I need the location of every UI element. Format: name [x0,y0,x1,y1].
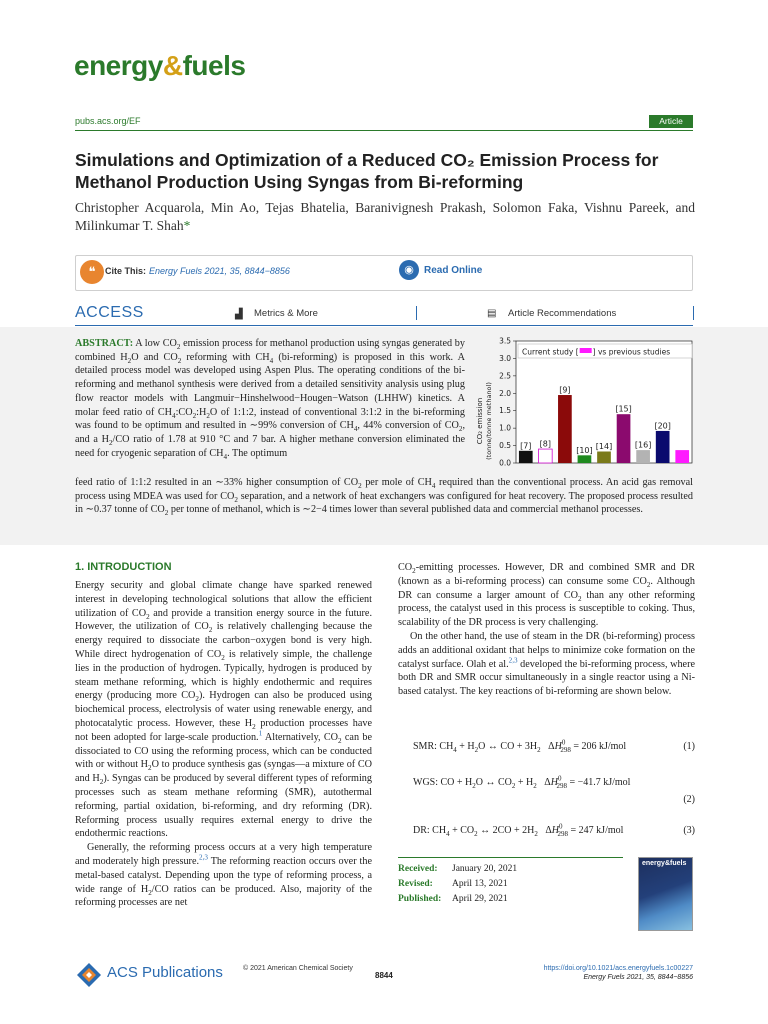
section-heading: 1. INTRODUCTION [75,561,172,573]
bar-label: [20] [654,421,671,431]
globe-icon[interactable]: ◉ [399,260,419,280]
bar-chart-icon[interactable]: ▟ [235,309,243,320]
acs-logo-icon[interactable] [75,961,103,989]
copyright: © 2021 American Chemical Society [243,965,353,972]
bar [636,450,650,463]
y-tick-label: 3.5 [499,336,511,346]
journal-cover-thumbnail[interactable] [638,857,693,931]
chart-legend [518,344,692,358]
y-axis-label: CO₂ emission [476,397,484,445]
y-axis-label-unit: (tonne/tonne methanol) [485,382,493,460]
bar-label: [9] [559,385,571,395]
co2-emission-bar-chart [466,331,698,471]
document-icon[interactable]: ▤ [487,308,497,319]
y-tick-label: 2.0 [499,388,511,398]
access-separator [693,306,694,320]
bar [578,455,592,463]
bar-label: [8] [539,439,552,449]
bar-label: [14] [595,441,613,451]
bar-label: [16] [634,440,652,450]
bar [597,451,611,463]
bar-label: [15] [615,404,632,414]
bar [656,431,670,463]
abstract-text: ABSTRACT: A low $CO_2$ emission process for methanol production using syngas generated by combined $H_2O$ and $CO_2$ reforming with $CH_4$ (bi-reforming) is proposed in this work. A detailed process model was developed using Aspen Plus. The operating conditions of the bi-reforming and methanol synthesis were derived from a detailed sensitivity analysis using plug flow reactor models with Langmuir−Hinshelwood−Hougen−Watson (LHHW) kinetics. A molar feed ratio of $CH_4:CO_2:H_2O$ of 1:1:2, instead of conventional 3:1:2 in the bi-reforming was found to be optimum and resulted in ∼99% conversion of $CH_4$, 44% conversion of $CO_2$, and a $H_2/CO$ ratio of 1.78 at 910 °C and 7 bar. A higher methane conversion eliminated the need for cryogenic separation of $CH_4$. The optimum [75,338,466,461]
equation-dr: DR: $CH_4 + CO_2$ ↔ $2CO + 2H_2$ $\Delta H^0_{298} = 247$ kJ/mol (3) [413,822,695,838]
article-recommendations-link[interactable]: Article Recommendations [508,308,617,319]
equation-smr: SMR: $CH_4 + H_2O$ ↔ CO + $3H_2$ $\Delta H^0_{298} = 206$ kJ/mol (1) [413,738,695,754]
bar-label: [7] [520,441,532,451]
bar-label: [10] [576,445,593,455]
bar [558,395,572,463]
cover-title: energy&fuels [642,860,687,867]
metrics-more-link[interactable]: Metrics & More [254,308,318,319]
access-separator [416,306,417,320]
y-tick-label: 0.0 [499,458,511,468]
y-tick-label: 2.5 [499,371,511,381]
legend-swatch [580,348,592,353]
access-divider [75,325,693,326]
y-tick-label: 1.0 [499,423,511,433]
bar [519,451,533,463]
acs-publications-logo[interactable]: ACS Publications [107,964,223,981]
equation-wgs: WGS: CO + $H_2O$ ↔ $CO_2 + H_2$ $\Delta H^0_{298} = -41.7$ kJ/mol [413,774,631,790]
access-label: ACCESS [75,304,144,321]
publication-dates: Received: January 20, 2021 Revised: April 13, 2021 Published: April 29, 2021 [398,857,623,907]
intro-right-column: $CO_2$-emitting processes. However, DR and combined SMR and DR (known as a bi-reforming process) can consume some $CO_2$. Although DR can consume a larger amount of $CO_2$ than any other reforming process, the catalyst used in this process is susceptible to coking. Thus, scalability of the DR process is very challenging. On the other hand, the use of steam in the DR (bi-reforming) process adds an additional oxidant that helps to minimize coke formation on the catalyst surface. Olah et al.$^{2,3}$ developed the bi-reforming process, where both DR and SMR occur simultaneously in a single reactor using a Ni-based catalyst. The key reactions of bi-reforming are shown below. [398,562,695,698]
doi-link[interactable]: https://doi.org/10.1021/acs.energyfuels.1c00227 [543,965,693,972]
y-tick-label: 0.5 [499,441,511,451]
corresponding-author-mark[interactable]: * [183,218,191,233]
bar [675,450,689,463]
article-title: Simulations and Optimization of a Reduced CO₂ Emission Process for Methanol Production Using Syngas from Bi-reforming [75,150,659,192]
legend-text-start: Current study [ [522,347,579,357]
article-type-badge: Article [649,115,693,128]
y-tick-label: 3.0 [499,353,511,363]
page-number: 8844 [375,971,393,980]
header-divider [75,130,693,131]
bar [617,414,631,463]
quote-icon[interactable]: ❝ [80,260,104,284]
intro-left-column: Energy security and global climate change have sparked renewed interest in developing technological solutions that allow the efficient utilization of $CO_2$ and provide a transition energy source in the future. However, the utilization of $CO_2$ is relatively challenging because the energy required to dissociate the carbon−oxygen bond is very high. While direct hydrogenation of $CO_2$ is relatively simple, the challenge lies in the production of hydrogen. Typically, hydrogen is produced by steam methane reforming, which is highly endothermic and requires energy (producing more $CO_2$). Hydrogen can also be produced using biochemical process, electrolysis of water using renewable energy, and photocatalytic process. However, these $H_2$ production processes have not been adopted for large-scale production.$^1$ Alternatively, $CO_2$ can be dissociated to CO using the reforming process, which can be conducted with or without $H_2O$ to produce synthesis gas (syngas—a mixture of CO and $H_2$). Syngas can be produced by several different types of reforming processes such as steam methane reforming (SMR), autothermal reforming, partial oxidation, bi-reforming, and dry reforming (DR). Reforming process usually requires external energy to drive the endothermic reactions. Generally, the reforming process occurs at a very high temperature and moderately high pressure.$^{2,3}$ The reforming reaction occurs over the metal-based catalyst. Depending upon the type of reforming process, a wide range of $H_2/CO$ ratios can be produced. Also, majority of the reforming processes are net [75,580,372,909]
footer-citation: Energy Fuels 2021, 35, 8844−8856 [583,974,693,981]
bar [538,449,552,463]
abstract-text-continued: feed ratio of 1:1:2 resulted in an ∼33% higher consumption of $CO_2$ per mole of $CH_4$ required than the conventional process. An acid gas removal process using MDEA was used for $CO_2$ separation, and a network of heat exchangers was configured for heat recovery. The proposed process resulted in ∼0.37 tonne of $CO_2$ per tonne of methanol, which is ∼2−4 times lower than several published data and commercial methanol processes. [75,477,693,518]
y-tick-label: 1.5 [499,406,511,416]
author-list: Christopher Acquarola, Min Ao, Tejas Bhatelia, Baranivignesh Prakash, Solomon Faka, Vishnu Pareek, and Milinkumar T. Shah* [75,200,695,233]
cite-this[interactable]: Cite This: Energy Fuels 2021, 35, 8844−8856 [105,266,290,276]
read-online-link[interactable]: Read Online [424,265,483,276]
legend-text-end: ] vs previous studies [592,347,671,357]
journal-url[interactable]: pubs.acs.org/EF [75,116,141,126]
journal-logo: energy&fuels [74,50,246,81]
